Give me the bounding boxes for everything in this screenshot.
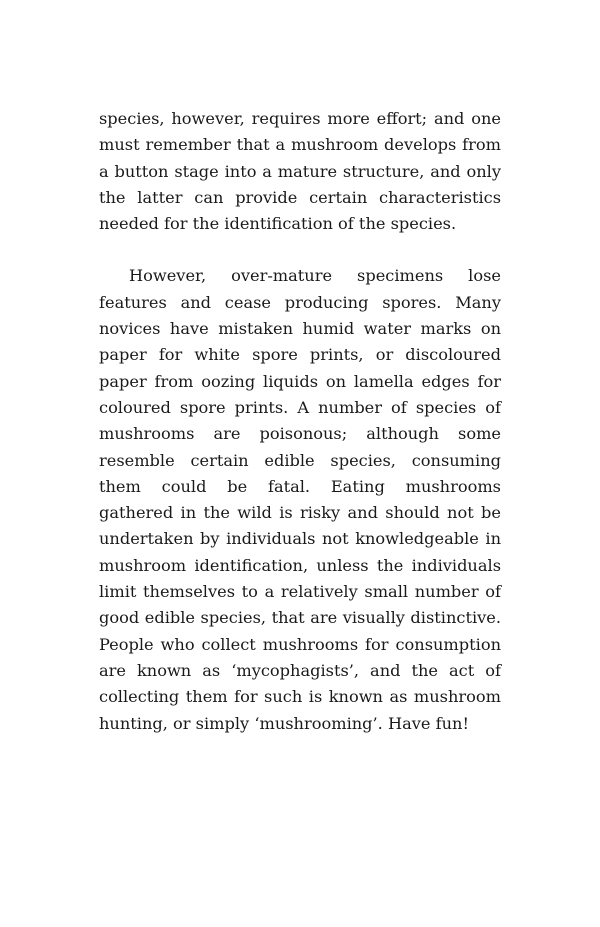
- body-text: [99, 106, 501, 737]
- paragraph-continued: species, however, requires more effort; and one must remember that a mushroom develops from a button stage into a mature structure, and only the latter can provide certain characteristics needed for the identification of the species.: [99, 109, 501, 234]
- paragraph-mushroom-hunting: However, over-mature specimens lose features and cease producing spores. Many novices have mistaken humid water marks on paper for white spore prints, or discoloured paper from oozing liquids on lamella edges for coloured spore prints. A number of species of mushrooms are poisonous; although some resemble certain edible species, consuming them could be fatal. Eating mushrooms gathered in the wild is risky and should not be undertaken by individuals not knowledgeable in mushroom identification, unless the individuals limit themselves to a relatively small number of good edible species, that are visually distinctive. People who collect mushrooms for consumption are known as ‘mycophagists’, and the act of collecting them for such is known as mushroom hunting, or simply ‘mushrooming’. Have fun!: [99, 266, 501, 733]
